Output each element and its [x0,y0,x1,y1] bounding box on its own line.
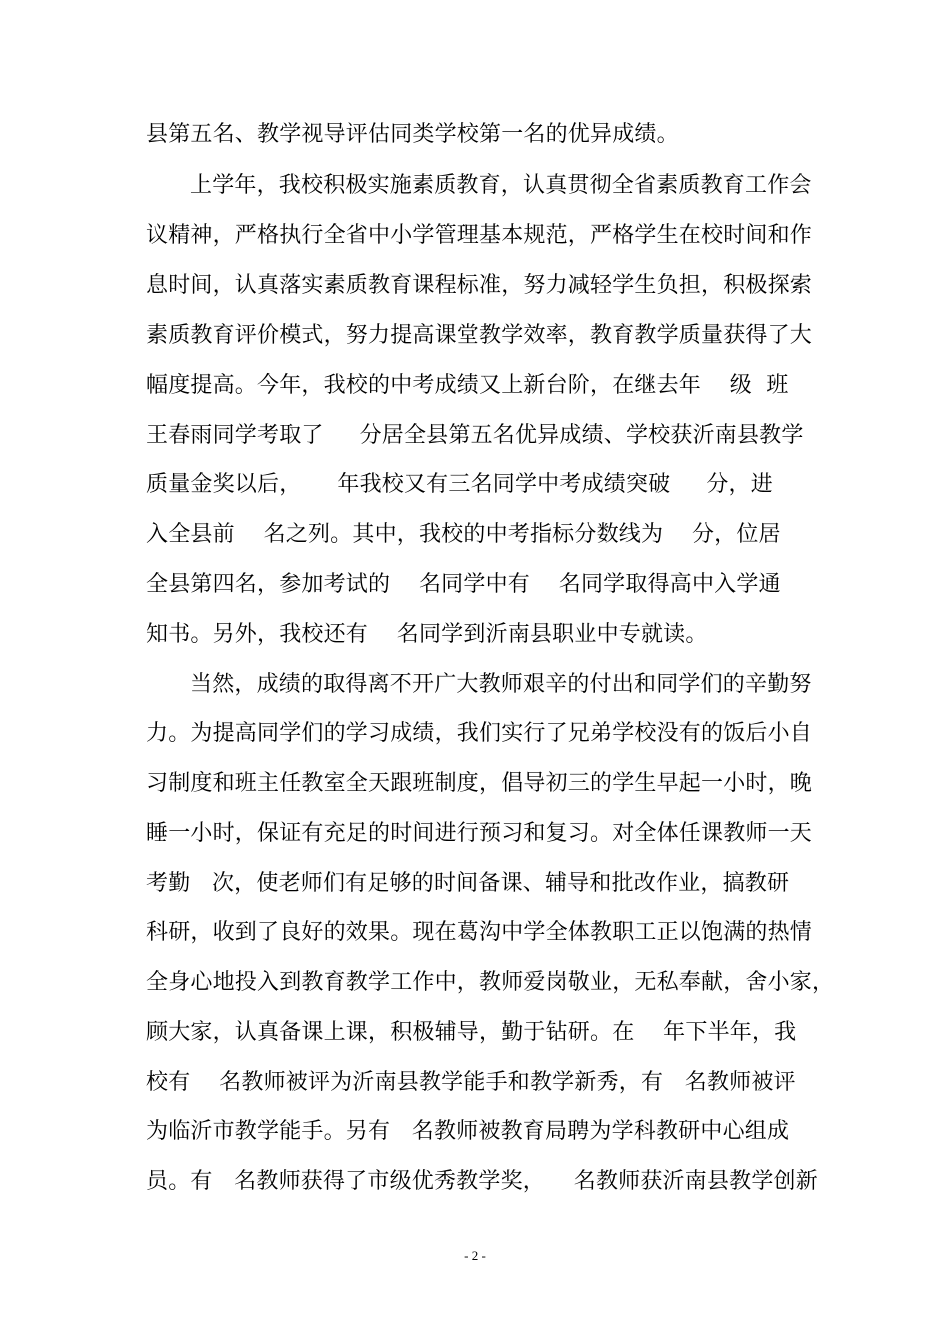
text-line-9: 入全县前 名之列。其中，我校的中考指标分数线为 分，位居 [146,522,781,547]
text-line-5: 素质教育评价模式，努力提高课堂教学效率，教育教学质量获得了大 [146,323,813,348]
text-line-3: 议精神，严格执行全省中小学管理基本规范，严格学生在校时间和作 [146,223,813,248]
text-line-19: 顾大家，认真备课上课，积极辅导，勤于钻研。在 年下半年，我 [146,1020,797,1045]
text-line-13: 力。为提高同学们的学习成绩，我们实行了兄弟学校没有的饭后小自 [146,721,813,746]
text-line-12: 当然，成绩的取得离不开广大教师艰辛的付出和同学们的辛勤努 [190,672,812,697]
text-line-20: 校有 名教师被评为沂南县教学能手和教学新秀，有 名教师被评 [146,1070,796,1095]
text-line-10: 全县第四名，参加考试的 名同学中有 名同学取得高中入学通 [146,572,781,597]
text-line-16: 考勤 次，使老师们有足够的时间备课、辅导和批改作业，搞教研 [146,871,790,896]
text-line-14: 习制度和班主任教室全天跟班制度，倡导初三的学生早起一小时，晚 [146,771,813,796]
text-line-7: 王春雨同学考取了 分居全县第五名优异成绩、学校获沂南县教学 [146,423,804,448]
text-line-18: 全身心地投入到教育教学工作中，教师爱岗敬业，无私奉献，舍小家， [146,970,835,995]
page-number: - 2 - [464,1248,486,1263]
text-line-4: 息时间，认真落实素质教育课程标准，努力减轻学生负担，积极探索 [146,273,813,298]
text-line-1: 县第五名、教学视导评估同类学校第一名的优异成绩。 [146,122,679,147]
text-line-8: 质量金奖以后， 年我校又有三名同学中考成绩突破 分，进 [146,472,773,497]
text-line-22: 员。有 名教师获得了市级优秀教学奖， 名教师获沂南县教学创新 [146,1169,818,1194]
text-line-21: 为临沂市教学能手。另有 名教师被教育局聘为学科教研中心组成 [146,1119,790,1144]
text-line-15: 睡一小时，保证有充足的时间进行预习和复习。对全体任课教师一天 [146,821,813,846]
text-line-11: 知书。另外，我校还有 名同学到沂南县职业中专就读。 [146,622,708,647]
text-line-6: 幅度提高。今年，我校的中考成绩又上新台阶，在继去年 级 班 [146,373,789,398]
text-line-2: 上学年，我校积极实施素质教育，认真贯彻全省素质教育工作会 [190,173,812,198]
text-line-17: 科研，收到了良好的效果。现在葛沟中学全体教职工正以饱满的热情 [146,920,813,945]
